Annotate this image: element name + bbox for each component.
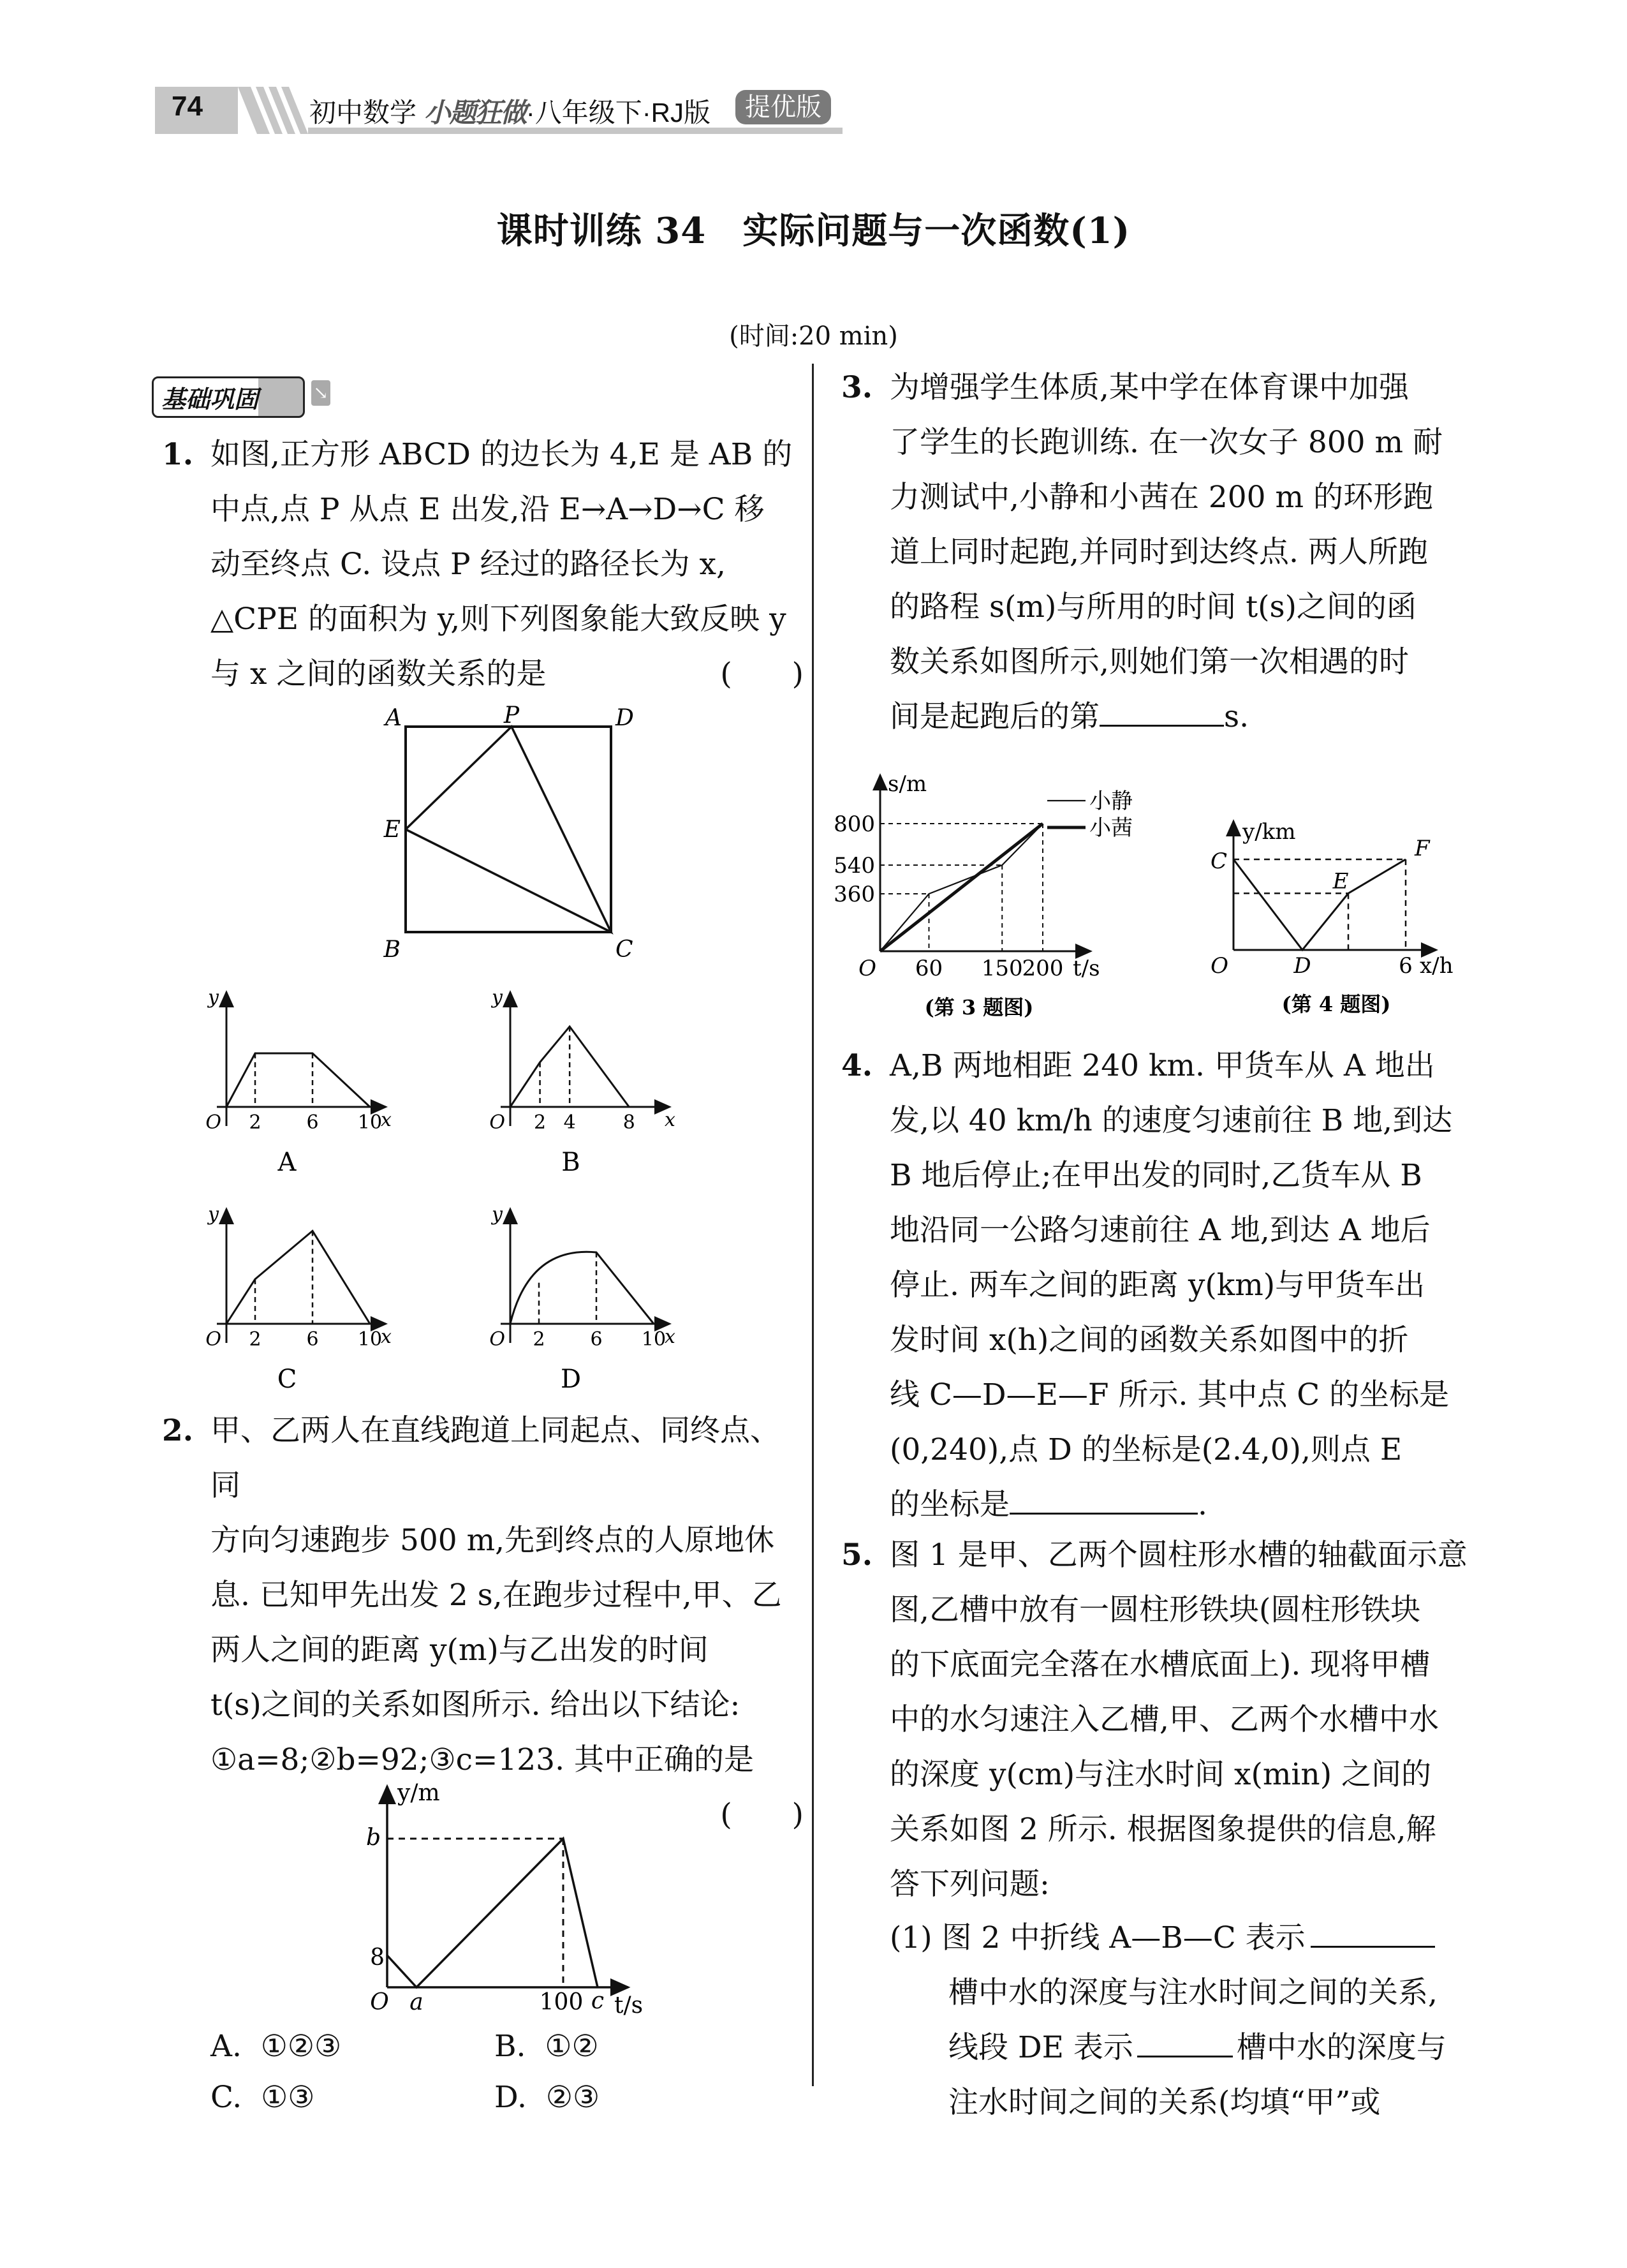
brand-logo: 小题狂做: [423, 98, 526, 128]
question-line: 道上同时起跑,并同时到达终点. 两人所跑: [890, 535, 1428, 570]
page-number: 74: [172, 91, 203, 122]
y-axis-label: y/km: [1242, 819, 1296, 845]
y-axis-label: y: [492, 986, 503, 1009]
option-label: B: [561, 1148, 580, 1177]
x-axis-label: x: [665, 1109, 675, 1131]
q2-chart: [348, 1767, 654, 2019]
choice-b[interactable]: [494, 2029, 599, 2064]
question-line: 为增强学生体质,某中学在体育课中加强: [890, 370, 1409, 405]
tick-label: 2: [249, 1328, 261, 1351]
origin-label: O: [1211, 953, 1228, 979]
page-header: [155, 87, 843, 134]
question-number: 1.: [162, 437, 194, 472]
tick-label: 4: [563, 1111, 576, 1134]
question-line-text: 间是起跑后的第: [890, 699, 1100, 734]
tick-label-b: b: [365, 1825, 381, 1851]
question-line: t(s)之间的关系如图所示. 给出以下结论:: [210, 1687, 740, 1723]
choice-c[interactable]: [210, 2080, 314, 2115]
option-chart: [205, 1196, 392, 1400]
tick-label-100: 100: [539, 1989, 584, 2015]
figure-caption: (第 3 题图): [924, 995, 1034, 1019]
y-axis-label: y: [208, 986, 219, 1009]
tick-label: 2: [534, 1111, 547, 1134]
tick-label: 8: [622, 1111, 635, 1134]
sub-line: 注水时间之间的关系(均填“甲”或: [948, 2085, 1381, 2120]
tick-label-c: c: [591, 1988, 605, 2014]
sub-label: (1): [890, 1920, 932, 1955]
option-chart: [489, 1196, 675, 1400]
series-line-cdef: [1233, 859, 1406, 950]
origin-label: O: [205, 1111, 221, 1134]
lesson-time: (时间:20 min): [729, 322, 898, 351]
tick-label-8: 8: [370, 1945, 385, 1971]
label-B: B: [383, 937, 401, 963]
y-tick-label: 800: [834, 812, 875, 837]
choice-d[interactable]: [494, 2080, 600, 2115]
x-axis-label: t/s: [1073, 956, 1100, 981]
point-label-c: C: [1210, 849, 1227, 874]
question-line: 停止. 两车之间的距离 y(km)与甲货车出: [890, 1268, 1425, 1303]
tick-label-a: a: [409, 1989, 423, 2015]
question-line-tail: .: [1198, 1487, 1207, 1522]
book-title: [309, 92, 710, 130]
square-figure: [364, 702, 644, 967]
label-E: E: [383, 817, 401, 843]
question-line: 地沿同一公路匀速前往 A 地,到达 A 地后: [890, 1213, 1431, 1248]
option-chart: [489, 979, 675, 1183]
question-line: 甲、乙两人在直线跑道上同起点、同终点、同: [210, 1413, 780, 1503]
question-number: 5.: [841, 1538, 873, 1573]
triangle-cpe: [406, 727, 611, 932]
sub-line: 槽中水的深度与注水时间之间的关系,: [948, 1975, 1438, 2010]
question-line: 动至终点 C. 设点 P 经过的路径长为 x,: [210, 547, 726, 582]
y-tick-label: 540: [834, 853, 875, 878]
origin-label: O: [489, 1111, 505, 1134]
question-line: 方向匀速跑步 500 m,先到终点的人原地休: [210, 1523, 775, 1558]
sub-text: 槽中水的深度与: [1236, 2030, 1447, 2065]
q3-chart: [829, 762, 1174, 1030]
edition-badge: 提优版: [735, 90, 831, 124]
tick-label: 6: [306, 1328, 319, 1351]
question-line: 发时间 x(h)之间的函数关系如图中的折: [890, 1323, 1409, 1358]
question-line: △CPE 的面积为 y,则下列图象能大致反映 y: [210, 602, 786, 637]
answer-paren[interactable]: ( ): [720, 656, 804, 692]
question-line: (0,240),点 D 的坐标是(2.4,0),则点 E: [890, 1432, 1402, 1467]
question-line: 图 1 是甲、乙两个圆柱形水槽的轴截面示意: [890, 1538, 1468, 1573]
y-tick-label: 360: [834, 882, 875, 907]
choice-key: D.: [494, 2080, 527, 2115]
question-line: 中点,点 P 从点 E 出发,沿 E→A→D→C 移: [210, 492, 765, 527]
arrow-down-right-icon: ↘: [311, 380, 330, 406]
q4-chart: [1186, 788, 1480, 1030]
option-graph-c[interactable]: [205, 1196, 392, 1403]
question-line: [890, 1478, 1483, 1532]
column-divider: [812, 364, 814, 2086]
question-line: 如图,正方形 ABCD 的边长为 4,E 是 AB 的: [210, 437, 793, 472]
question-line: 中的水匀速注入乙槽,甲、乙两个水槽中水: [890, 1702, 1439, 1737]
header-stripes-decoration: [238, 87, 308, 134]
sub-line: [890, 1911, 1483, 1966]
question-line: 图,乙槽中放有一圆柱形铁块(圆柱形铁块: [890, 1592, 1421, 1627]
point-label-f: F: [1415, 836, 1430, 861]
question-number: 4.: [841, 1048, 873, 1083]
x-tick-label: 60: [915, 956, 943, 981]
label-A: A: [385, 705, 402, 731]
question-1: [162, 427, 804, 702]
option-label: C: [277, 1365, 297, 1394]
choice-value: ①②: [545, 2029, 599, 2064]
choice-key: C.: [210, 2080, 242, 2115]
question-line: 关系如图 2 所示. 根据图象提供的信息,解: [890, 1812, 1436, 1847]
question-5-part-1: [890, 1911, 1483, 2130]
question-line: 两人之间的距离 y(m)与乙出发的时间: [210, 1633, 709, 1668]
question-line-tail: s.: [1224, 699, 1249, 734]
answer-blank[interactable]: [1311, 1918, 1435, 1948]
question-4: [841, 1039, 1483, 1532]
question-line: 息. 已知甲先出发 2 s,在跑步过程中,甲、乙: [210, 1578, 782, 1613]
question-line: 的下底面完全落在水槽底面上). 现将甲槽: [890, 1647, 1431, 1682]
distance-line: [387, 1839, 598, 1987]
choice-key: A.: [210, 2029, 242, 2064]
question-line: 力测试中,小静和小茜在 200 m 的环形跑: [890, 480, 1434, 515]
question-line: 的深度 y(cm)与注水时间 x(min) 之间的: [890, 1757, 1431, 1792]
question-line-text: 与 x 之间的函数关系的是: [210, 656, 547, 692]
label-P: P: [503, 702, 520, 729]
question-line: 了学生的长跑训练. 在一次女子 800 m 耐: [890, 425, 1443, 460]
x-tick-label: 6: [1399, 953, 1413, 979]
function-curve: [510, 1252, 654, 1324]
question-5: [841, 1528, 1483, 1912]
x-tick-label: 200: [1022, 956, 1064, 981]
tick-label: 10: [357, 1111, 383, 1134]
question-line: 数关系如图所示,则她们第一次相遇的时: [890, 644, 1409, 679]
option-chart: [205, 979, 392, 1183]
question-line-text: 的坐标是: [890, 1487, 1010, 1522]
y-axis-label: y: [492, 1203, 503, 1226]
page-number-box: [155, 87, 238, 134]
question-line: 发,以 40 km/h 的速度匀速前往 B 地,到达: [890, 1103, 1453, 1138]
x-axis-label: x/h: [1420, 953, 1454, 979]
sub-text: 图 2 中折线 A—B—C 表示: [941, 1920, 1306, 1955]
book-title-suffix: ·八年级下·RJ版: [526, 98, 711, 128]
origin-label: O: [489, 1328, 505, 1351]
question-line: 的路程 s(m)与所用的时间 t(s)之间的函: [890, 589, 1417, 625]
tick-label: 10: [641, 1328, 666, 1351]
option-label: A: [277, 1148, 297, 1177]
choice-a[interactable]: [210, 2029, 341, 2064]
answer-blank[interactable]: [1100, 697, 1224, 727]
tick-label: 2: [249, 1111, 261, 1134]
option-graph-a[interactable]: [205, 979, 392, 1186]
answer-blank[interactable]: [1137, 2027, 1233, 2057]
question-3: [841, 360, 1483, 745]
x-tick-label: 150: [981, 956, 1023, 981]
sub-text: 线段 DE 表示: [948, 2030, 1133, 2065]
question-line: [210, 647, 804, 702]
question-line: B 地后停止;在甲出发的同时,乙货车从 B: [890, 1158, 1422, 1193]
function-line: [226, 1053, 370, 1107]
section-tag-label: 基础巩固: [152, 376, 305, 418]
option-graph-b[interactable]: [489, 979, 675, 1186]
sub-line: [890, 2020, 1483, 2075]
y-axis-label: s/m: [888, 771, 927, 797]
function-line: [226, 1231, 370, 1324]
figure-caption: (第 4 题图): [1281, 992, 1391, 1016]
series-line-xiaoqian: [880, 824, 1043, 951]
label-C: C: [615, 937, 633, 963]
x-axis-label: t/s: [614, 1992, 644, 2019]
lesson-title: 课时训练 34 实际问题与一次函数(1): [496, 210, 1131, 252]
point-label-e: E: [1332, 868, 1349, 894]
square-abcd: [406, 727, 611, 932]
book-title-prefix: 初中数学: [309, 98, 417, 128]
legend-label: 小茜: [1089, 815, 1133, 841]
x-axis-label: x: [665, 1326, 675, 1348]
tick-label: 2: [533, 1328, 545, 1351]
tick-label: 6: [590, 1328, 603, 1351]
answer-paren[interactable]: ( ): [720, 1797, 804, 1832]
option-graph-d[interactable]: [489, 1196, 675, 1403]
question-line: [890, 690, 1483, 745]
origin-label: O: [205, 1328, 221, 1351]
y-axis-label: y: [208, 1203, 219, 1226]
question-line: ①a=8;②b=92;③c=123. 其中正确的是: [210, 1742, 754, 1777]
choice-key: B.: [494, 2029, 526, 2064]
point-label-d: D: [1293, 953, 1311, 979]
origin-label: O: [370, 1989, 389, 2015]
question-number: 2.: [162, 1413, 194, 1448]
question-line: 答下列问题:: [890, 1867, 1050, 1902]
x-axis-label: x: [381, 1109, 392, 1131]
origin-label: O: [858, 956, 876, 981]
choice-value: ①③: [261, 2080, 315, 2115]
y-axis-label: y/m: [397, 1780, 440, 1806]
tick-label: 6: [306, 1111, 319, 1134]
choice-value: ②③: [545, 2080, 600, 2115]
legend-label: 小静: [1089, 789, 1133, 814]
x-axis-label: x: [381, 1326, 392, 1348]
answer-blank[interactable]: [1010, 1485, 1198, 1515]
question-line: 线 C—D—E—F 所示. 其中点 C 的坐标是: [890, 1377, 1450, 1412]
option-label: D: [560, 1365, 582, 1394]
question-number: 3.: [841, 370, 873, 405]
question-line: A,B 两地相距 240 km. 甲货车从 A 地出: [890, 1048, 1435, 1083]
choice-value: ①②③: [260, 2029, 342, 2064]
label-D: D: [615, 705, 634, 731]
tick-label: 10: [357, 1328, 383, 1351]
section-tag: [152, 376, 330, 411]
